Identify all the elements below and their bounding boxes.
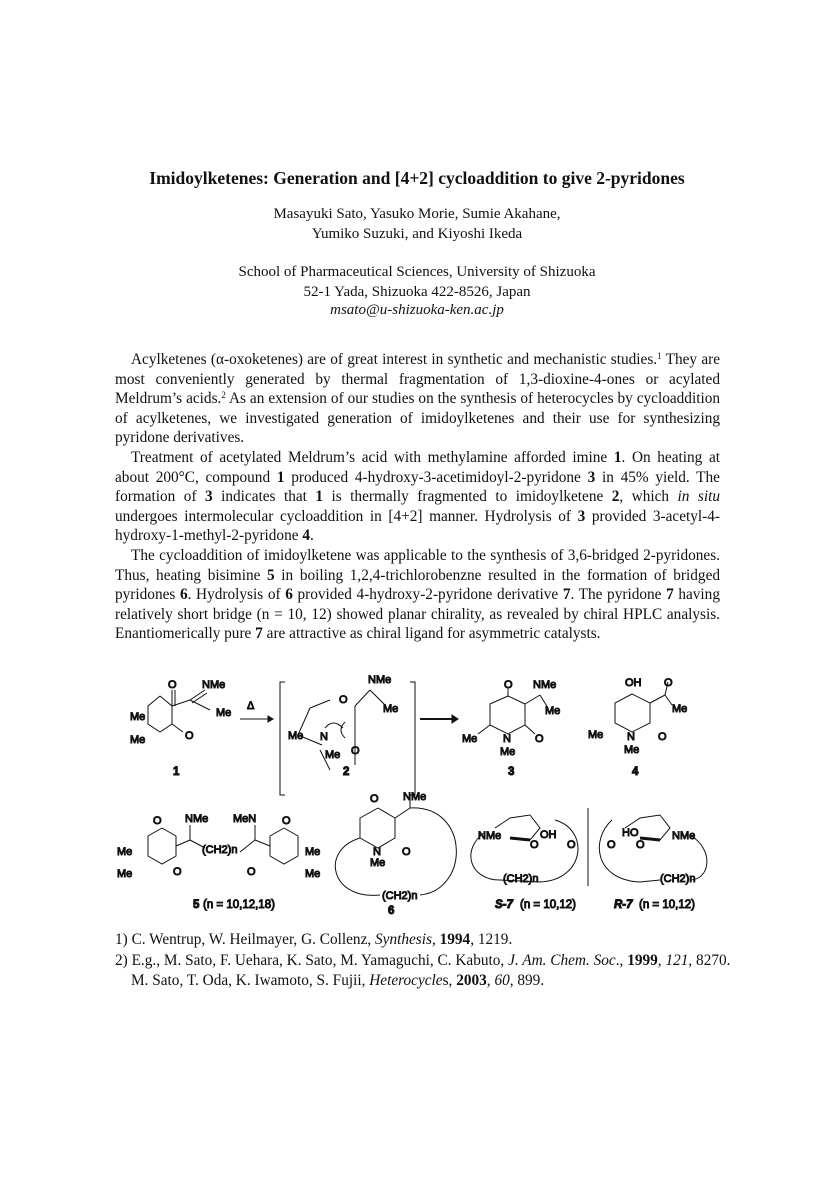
text-segment: produced 4-hydroxy-3-acetimidoyl-2-pyridone [284,468,588,486]
authors-line-1: Masayuki Sato, Yasuko Morie, Sumie Akahane, [273,206,561,222]
text-segment: having relatively short bridge (n = 10, 12) showed planar chirality, as revealed by chiral HPLC analysis. Enantiomerically pure [115,586,720,643]
svg-text:Me: Me [383,703,399,715]
svg-text:Me: Me [305,846,321,858]
text-segment: . Hydrolysis of [187,586,286,604]
svg-text:O: O [370,793,379,805]
svg-text:Me: Me [130,734,146,746]
reference-1 [115,930,735,951]
text-segment: 6 [285,586,293,604]
svg-text:O: O [658,731,667,743]
text-segment: As an extension of our studies on the synthesis of heterocycles by cycloaddition of acylketenes, we investigated generation of imidoylketenes and their use for synthesizing pyridone derivatives. [115,390,720,447]
citation-marker[interactable]: 2 [221,390,226,401]
svg-text:O: O [153,815,162,827]
text-segment: 2003 [456,972,487,989]
svg-text:Me: Me [624,744,640,756]
compound-3-structure [478,688,548,734]
svg-text:N: N [627,731,635,743]
svg-text:Me: Me [325,749,341,761]
text-segment: 7 [666,586,674,604]
svg-text:Me: Me [130,711,146,723]
text-segment: 1 [613,448,622,466]
text-segment: , 899. [509,972,545,989]
compound-4-structure [615,682,672,732]
text-segment: s, [442,972,457,989]
compound-s7-structure [471,815,578,882]
text-segment: 1 [315,488,324,506]
abstract-body [115,350,720,644]
text-segment: , [486,972,495,989]
compound-label-r7: R-7 [614,899,633,911]
text-segment: 3 [205,488,213,506]
citation-marker[interactable]: 1 [657,351,662,361]
affiliation-line-1: School of Pharmaceutical Sciences, University of Shizuoka [238,264,596,280]
text-segment: They are most conveniently generated by thermal fragmentation of 1,3-dioxine-4-ones or acylated Meldrum’s acids. [115,351,720,408]
text-segment: The cycloaddition of imidoylketene was applicable to the synthesis of 3,6-bridged 2-pyridones. Thus, heating bisimine [115,546,720,584]
svg-text:OH: OH [540,829,557,841]
paragraph [115,350,720,448]
svg-text:(n = 10,12): (n = 10,12) [520,899,576,911]
text-segment: in boiling 1,2,4-trichlorobenzne resulted in the formation of bridged pyridones [115,566,721,604]
text-segment: , [431,931,440,948]
text-segment: Treatment of acetylated Meldrum’s acid with methylamine afforded imine [131,448,614,466]
svg-text:NMe: NMe [533,679,557,691]
text-segment: provided 3-acetyl-4-hydroxy-1-methyl-2-pyridone [115,507,720,545]
text-segment: 1) C. Wentrup, W. Heilmayer, G. Collenz, [115,931,376,948]
text-segment: , 1219. [470,931,513,948]
compound-1-structure [148,690,210,732]
text-segment: , which [619,488,678,506]
text-segment: Heterocycle [369,972,443,989]
svg-text:O: O [247,866,256,878]
text-segment: 2) E.g., M. Sato, F. Uehara, K. Sato, M. Yamaguchi, C. Kabuto, [115,951,509,969]
svg-text:O: O [168,679,177,691]
text-segment: provided 4-hydroxy-2-pyridone derivative [292,586,563,604]
svg-text:(n = 10,12): (n = 10,12) [639,899,695,911]
text-segment: . On heating at about 200°C, compound [115,448,720,486]
svg-text:N: N [320,731,328,743]
svg-text:Me: Me [672,703,688,715]
compound-6-structure [335,798,456,895]
compound-label-4: 4 [632,766,639,778]
svg-text:O: O [636,839,645,851]
svg-text:N: N [373,846,381,858]
authors-line-2: Yumiko Suzuki, and Kiyoshi Ikeda [311,226,523,242]
reaction-scheme [0,660,834,930]
text-segment: 4 [302,527,310,545]
svg-text:Me: Me [288,730,304,742]
svg-text:O: O [607,839,616,851]
text-segment: 3 [587,468,596,486]
svg-text:NMe: NMe [185,813,209,825]
svg-text:(CH2)n: (CH2)n [503,873,539,885]
svg-text:O: O [351,745,360,757]
text-segment: in situ [677,488,721,506]
text-segment: J. Am. Chem. Soc [508,951,616,969]
svg-text:Me: Me [370,857,386,869]
author-email[interactable]: msato@u-shizuoka-ken.ac.jp [330,302,504,318]
svg-text:Me: Me [500,746,516,758]
references [115,930,735,992]
text-segment: 121 [665,951,689,969]
compound-label-5: 5 [193,899,200,911]
text-segment: 1994 [439,931,471,948]
text-segment: Acylketenes (α-oxoketenes) are of great interest in synthetic and mechanistic studies. [131,351,658,368]
text-segment: . The pyridone [570,586,667,604]
paper-title: Imidoylketenes: Generation and [4+2] cycloaddition to give 2-pyridones [149,168,685,188]
compound-label-2: 2 [343,766,350,778]
svg-text:NMe: NMe [478,830,502,842]
text-segment: 7 [255,625,263,643]
svg-text:N: N [503,733,511,745]
svg-text:(n = 10,12,18): (n = 10,12,18) [203,899,275,911]
svg-text:Δ: Δ [247,700,255,712]
svg-text:O: O [567,839,576,851]
text-segment: ., [615,951,628,969]
text-segment: Synthesis [375,931,432,948]
compound-label-6: 6 [388,905,395,917]
text-segment: indicates that [212,488,316,506]
text-segment: 1 [276,468,285,486]
svg-text:HO: HO [622,827,639,839]
svg-text:NMe: NMe [672,830,696,842]
svg-text:O: O [402,846,411,858]
svg-text:O: O [664,677,673,689]
text-segment: 3 [577,507,586,525]
svg-text:MeN: MeN [233,813,257,825]
svg-text:Me: Me [305,868,321,880]
svg-text:Me: Me [545,705,561,717]
text-segment: undergoes intermolecular cycloaddition in [4+2] manner. Hydrolysis of [115,507,578,525]
text-segment: 1999 [627,951,658,969]
compound-label-s7: S-7 [495,899,513,911]
svg-text:O: O [530,839,539,851]
svg-text:OH: OH [625,677,642,689]
svg-text:Me: Me [117,846,133,858]
svg-text:(CH2)n: (CH2)n [660,873,696,885]
svg-text:O: O [339,694,348,706]
text-segment: 2 [611,488,620,506]
svg-text:NMe: NMe [368,674,392,686]
affiliation-line-2: 52-1 Yada, Shizuoka 422-8526, Japan [303,284,531,300]
reference-2 [115,951,735,992]
svg-text:NMe: NMe [403,791,427,803]
svg-text:(CH2)n: (CH2)n [202,844,238,856]
svg-text:Me: Me [462,733,478,745]
svg-text:Me: Me [216,707,232,719]
text-segment: . [310,527,314,545]
svg-text:O: O [173,866,182,878]
text-segment: are attractive as chiral ligand for asymmetric catalysts. [262,625,601,643]
text-segment: 6 [179,586,188,604]
svg-text:Me: Me [117,868,133,880]
text-segment: , [657,951,666,969]
svg-text:O: O [504,679,513,691]
svg-text:O: O [185,730,194,742]
text-segment: 60 [494,972,510,989]
paragraph [115,546,720,644]
text-segment: is thermally fragmented to imidoylketene [323,488,612,506]
compound-label-1: 1 [173,766,180,778]
svg-text:Me: Me [588,729,604,741]
text-segment: 7 [562,586,571,604]
compound-label-3: 3 [508,766,515,778]
text-segment: , 8270. M. Sato, T. Oda, K. Iwamoto, S. Fujii, [131,951,731,989]
text-segment: in 45% yield. The formation of [115,468,720,506]
text-segment: 5 [267,566,275,584]
svg-text:O: O [282,815,291,827]
svg-text:O: O [535,733,544,745]
svg-text:(CH2)n: (CH2)n [382,890,418,902]
paragraph [115,448,720,546]
svg-text:NMe: NMe [202,679,226,691]
